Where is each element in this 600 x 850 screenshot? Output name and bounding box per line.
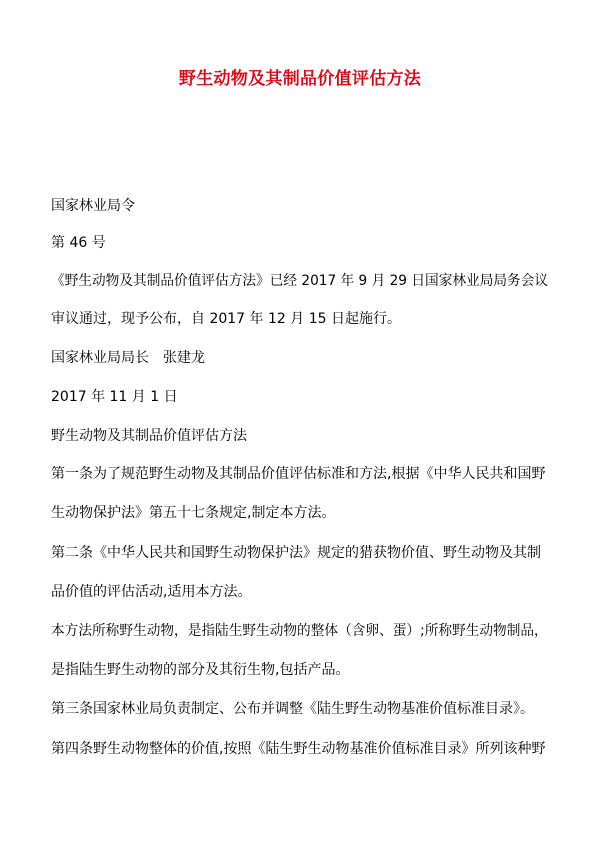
- text-line: 第 46 号: [51, 235, 106, 251]
- text-line: 国家林业局局长 张建龙: [51, 350, 205, 366]
- text-line: 2017 年 11 月 1 日: [51, 389, 178, 405]
- text-line: 第四条野生动物整体的价值,按照《陆生野生动物基准价值标准目录》所列该种野: [51, 741, 546, 757]
- text-line: 品价值的评估活动,适用本方法。: [51, 584, 252, 600]
- text-line: 第一条为了规范野生动物及其制品价值评估标准和方法,根据《中华人民共和国野: [51, 466, 546, 482]
- text-line: 野生动物及其制品价值评估方法: [51, 428, 247, 444]
- text-line: 审议通过，现予公布，自 2017 年 12 月 15 日起施行。: [51, 311, 401, 327]
- document-title: 野生动物及其制品价值评估方法: [178, 69, 422, 89]
- text-line: 国家林业局令: [51, 198, 135, 214]
- text-line: 《野生动物及其制品价值评估方法》已经 2017 年 9 月 29 日国家林业局局务会议: [51, 273, 549, 289]
- text-line: 第三条国家林业局负责制定、公布并调整《陆生野生动物基准价值标准目录》。: [51, 701, 534, 717]
- text-line: 本方法所称野生动物，是指陆生野生动物的整体（含卵、蛋）;所称野生动物制品，: [51, 623, 548, 639]
- text-line: 第二条《中华人民共和国野生动物保护法》规定的猎获物价值、野生动物及其制: [51, 545, 541, 561]
- text-line: 生动物保护法》第五十七条规定,制定本方法。: [51, 505, 336, 521]
- text-line: 是指陆生野生动物的部分及其衍生物,包括产品。: [51, 662, 350, 678]
